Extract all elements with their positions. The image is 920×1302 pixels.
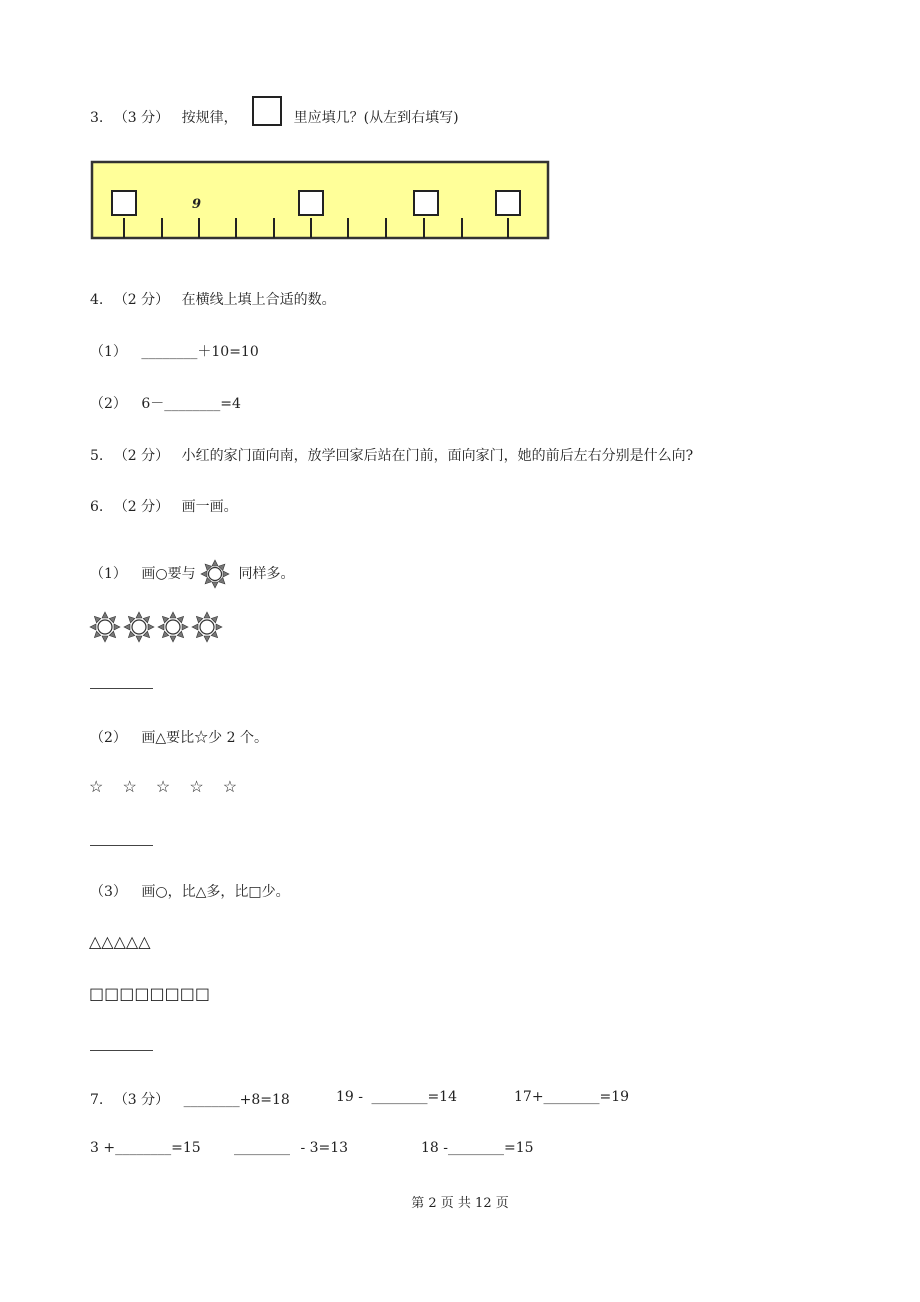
answer-blank[interactable]: ________ [371,1089,428,1105]
answer-blank[interactable]: ________ [115,1140,172,1156]
sun-row [88,610,238,648]
sun-icon [158,612,188,642]
ruler-number-label: 9 [192,197,202,212]
q7-equation-3 [514,1089,629,1105]
sun-icon [200,559,230,589]
question-number: 7. [90,1092,104,1108]
ruler-answer-box [414,191,438,215]
star-icon: ☆ [122,777,137,796]
part-label: （3） [90,884,127,900]
q7-equation-6 [421,1140,534,1156]
question-text: 在横线上填上合适的数。 [181,292,336,308]
answer-blank[interactable]: ________ [164,396,221,412]
part-label: （2） [90,396,127,412]
equation-text: =14 [427,1089,457,1105]
ruler-figure [90,160,550,242]
part-label: （1） [90,566,127,582]
equation-text: 19 - [336,1089,363,1105]
question-score: （2 分） [113,448,170,464]
equation-text: ＋10=10 [197,344,259,360]
equation-text: 17+ [514,1089,544,1105]
empty-box-icon [252,96,282,126]
page-number-text: 第 2 页 共 12 页 [411,1196,509,1211]
question-text-pre: 按规律， [181,110,238,126]
star-icon: ☆ [189,777,204,796]
part-label: （1） [90,344,127,360]
q6-part-1 [90,559,295,589]
ruler-answer-box [112,191,136,215]
part-text: 画○，比△多，比□少。 [141,884,290,900]
sun-icon [124,612,154,642]
question-text: 小红的家门面向南，放学回家后站在门前，面向家门，她的前后左右分别是什么向? [181,448,694,464]
equation-text: - 3=13 [300,1140,349,1156]
question-score: （3 分） [113,110,170,126]
square-row: □□□□□□□□ [89,984,210,1003]
star-icon: ☆ [155,777,171,796]
q4-part-2 [90,393,241,413]
question-number: 6. [90,499,104,515]
question-6 [90,496,238,516]
part-text: 画△要比☆少 2 个。 [141,730,268,746]
question-score: （3 分） [113,1092,170,1108]
question-4 [90,289,336,309]
equation-text: 6－ [141,396,165,412]
ruler-answer-box [299,191,323,215]
sun-icons-group [88,610,238,644]
q6-part-3 [90,881,290,901]
star-row [89,777,237,796]
equation-text: 3 + [90,1140,116,1156]
part-text: 同样多。 [238,566,295,582]
equation-text: 18 - [421,1140,448,1156]
triangle-row: △△△△△ [89,932,151,951]
question-number: 3. [90,110,104,126]
equation-text: =19 [599,1089,630,1105]
part-text: 画○要与 [141,566,196,582]
question-number: 5. [90,448,104,464]
q7-equation-4 [90,1140,201,1156]
question-text: 画一画。 [181,499,238,515]
equation-text: =15 [504,1140,534,1156]
question-5 [90,445,693,465]
answer-blank[interactable]: ________ [141,344,198,360]
equation-text: =4 [220,396,241,412]
question-3 [90,96,459,127]
question-7-row-1 [90,1089,290,1109]
question-score: （2 分） [113,292,170,308]
sun-icon [90,612,120,642]
question-number: 4. [90,292,104,308]
star-icon: ☆ [89,777,104,796]
q7-equation-2 [336,1089,457,1105]
q6-part-2 [90,727,268,747]
drawing-answer-line[interactable] [90,845,153,846]
equation-text: =15 [171,1140,201,1156]
page-footer [0,1192,920,1211]
part-label: （2） [90,730,127,746]
q7-equation-5 [234,1140,348,1156]
q4-part-1 [90,341,259,361]
answer-blank[interactable]: ________ [448,1140,504,1156]
answer-blank[interactable]: ________ [543,1089,600,1105]
ruler-answer-box [496,191,520,215]
drawing-answer-line[interactable] [90,688,153,689]
question-text-post: 里应填几？(从左到右填写) [293,110,459,126]
sun-icon [192,612,222,642]
answer-blank[interactable]: ________ [234,1140,290,1156]
answer-blank[interactable]: ________ [183,1092,240,1108]
star-icon: ☆ [222,777,238,796]
drawing-answer-line[interactable] [90,1050,153,1051]
equation-text: +8=18 [239,1092,290,1108]
question-score: （2 分） [113,499,170,515]
